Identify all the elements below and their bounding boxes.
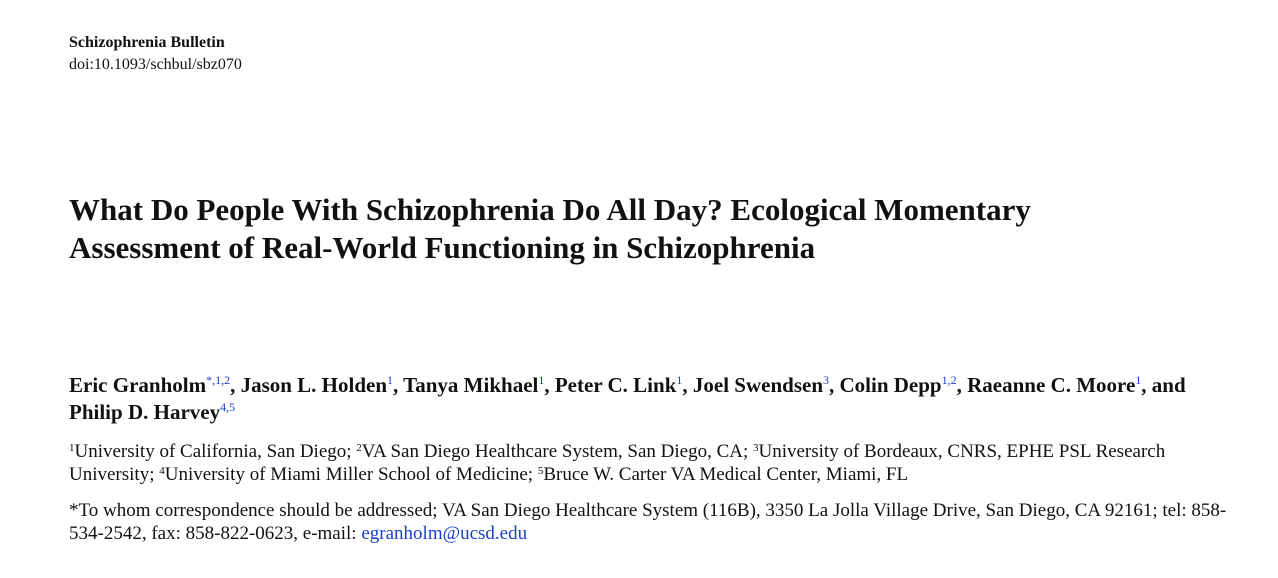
affiliation-sup: 2: [356, 442, 362, 454]
affiliation-text: Bruce W. Carter VA Medical Center, Miami, FL: [543, 464, 909, 485]
author-separator: ,: [829, 373, 840, 397]
article-title: [69, 191, 1219, 267]
author-affiliation-sup[interactable]: 1: [676, 373, 683, 387]
affiliation-text: University of California, San Diego;: [74, 441, 357, 462]
title-line-1: What Do People With Schizophrenia Do All Day? Ecological Momentary: [69, 192, 1031, 227]
author-separator: ,: [956, 373, 968, 397]
author-name: Eric Granholm: [69, 373, 207, 397]
author-name: Raeanne C. Moore: [967, 373, 1136, 397]
author-affiliation-sup[interactable]: 4,5: [220, 400, 236, 414]
author-name: Colin Depp: [839, 373, 942, 397]
journal-header: [69, 32, 242, 76]
affiliation-text: VA San Diego Healthcare System, San Diego, CA;: [361, 441, 753, 462]
author-affiliation-sup[interactable]: 3: [823, 373, 829, 387]
affiliation-sup: 3: [753, 442, 759, 454]
author-separator: ,: [393, 373, 404, 397]
author-affiliation-sup[interactable]: *,1,2: [206, 373, 231, 387]
author-affiliation-sup[interactable]: 1,2: [941, 373, 957, 387]
affiliations: [69, 440, 1249, 486]
author-name: Peter C. Link: [554, 373, 677, 397]
author-affiliation-sup[interactable]: 1: [1135, 373, 1142, 387]
author-separator: ,: [230, 373, 241, 397]
email-link[interactable]: egranholm@ucsd.edu: [361, 523, 528, 544]
doi: doi:10.1093/schbul/sbz070: [69, 56, 242, 73]
author-name: Tanya Mikhael: [403, 373, 539, 397]
affiliation-text: University of Bordeaux, CNRS, EPHE PSL Research University;: [69, 441, 1166, 485]
author-separator: , and: [1141, 373, 1186, 397]
affiliation-sup: 4: [159, 465, 165, 477]
author-name: Philip D. Harvey: [69, 400, 221, 424]
title-line-2: Assessment of Real-World Functioning in Schizophrenia: [69, 230, 816, 265]
correspondence: [69, 499, 1249, 545]
author-separator: ,: [544, 373, 555, 397]
author-list: [69, 372, 1239, 426]
author-name: Joel Swendsen: [692, 373, 823, 397]
author-separator: ,: [682, 373, 693, 397]
affiliation-sup: 5: [537, 465, 544, 477]
author-name: Jason L. Holden: [240, 373, 388, 397]
affiliation-text: University of Miami Miller School of Medicine;: [164, 464, 538, 485]
author-affiliation-sup[interactable]: 1: [538, 373, 545, 387]
correspondence-text: *To whom correspondence should be addressed; VA San Diego Healthcare System (116B), 3350 La Jolla Village Drive, San Diego, CA 92161; tel: 858-534-2542, fax: 858-822-0623, e-mail:: [69, 500, 1227, 544]
author-affiliation-sup[interactable]: 1: [387, 373, 394, 387]
journal-name: Schizophrenia Bulletin: [69, 34, 225, 51]
affiliation-sup: 1: [69, 442, 75, 454]
